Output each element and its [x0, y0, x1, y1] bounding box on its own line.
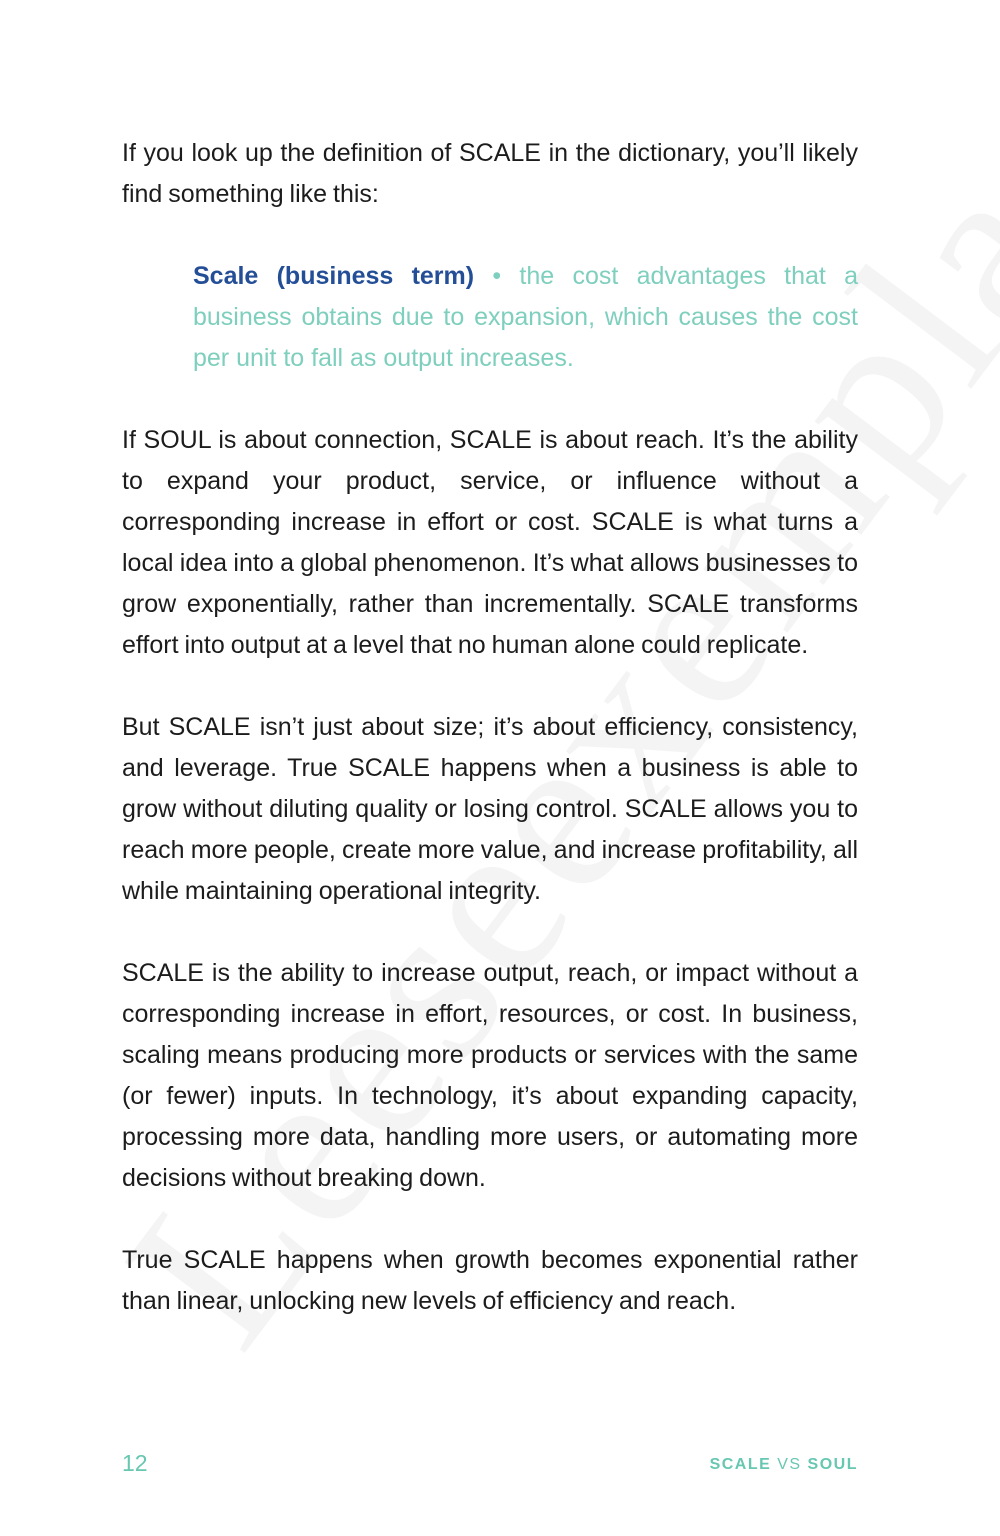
- bullet-icon: •: [492, 262, 502, 290]
- page-content: [122, 133, 858, 1363]
- paragraph-exponential: True SCALE happens when growth becomes exponential rather than linear, unlocking new levels of efficiency and reach.: [122, 1246, 858, 1315]
- page-number: 12: [122, 1450, 148, 1476]
- running-footer-title: [710, 1456, 858, 1474]
- definition-block: [193, 256, 858, 379]
- footer-title-scale: SCALE: [709, 1456, 772, 1473]
- footer-title-vs: VS: [777, 1456, 802, 1473]
- paragraph-reach: If SOUL is about connection, SCALE is about reach. It’s the ability to expand your product, service, or influence without a corresponding increase in effort or cost. SCALE is what turns a local idea into a global phenomenon. It’s what allows businesses to grow exponentially, rather than incrementally. SCALE transforms effort into output at a level that no human alone could replicate.: [122, 426, 858, 659]
- footer-title-soul: SOUL: [807, 1456, 858, 1473]
- definition-term: Scale (business term): [193, 262, 475, 290]
- paragraph-intro: If you look up the definition of SCALE in the dictionary, you’ll likely find something like this:: [122, 139, 858, 208]
- definition-text: the cost advantages that a business obtains due to expansion, which causes the cost per unit to fall as output increases.: [193, 262, 858, 372]
- paragraph-ability: SCALE is the ability to increase output, reach, or impact without a corresponding increase in effort, resources, or cost. In business, scaling means producing more products or services with the same (or fewer) inputs. In technology, it’s about expanding capacity, processing more data, handling more users, or automating more decisions without breaking down.: [122, 959, 858, 1192]
- paragraph-efficiency: But SCALE isn’t just about size; it’s about efficiency, consistency, and leverage. True SCALE happens when a business is able to grow without diluting quality or losing control. SCALE allows you to reach more people, create more value, and increase profitability, all while maintaining operational integrity.: [122, 713, 858, 905]
